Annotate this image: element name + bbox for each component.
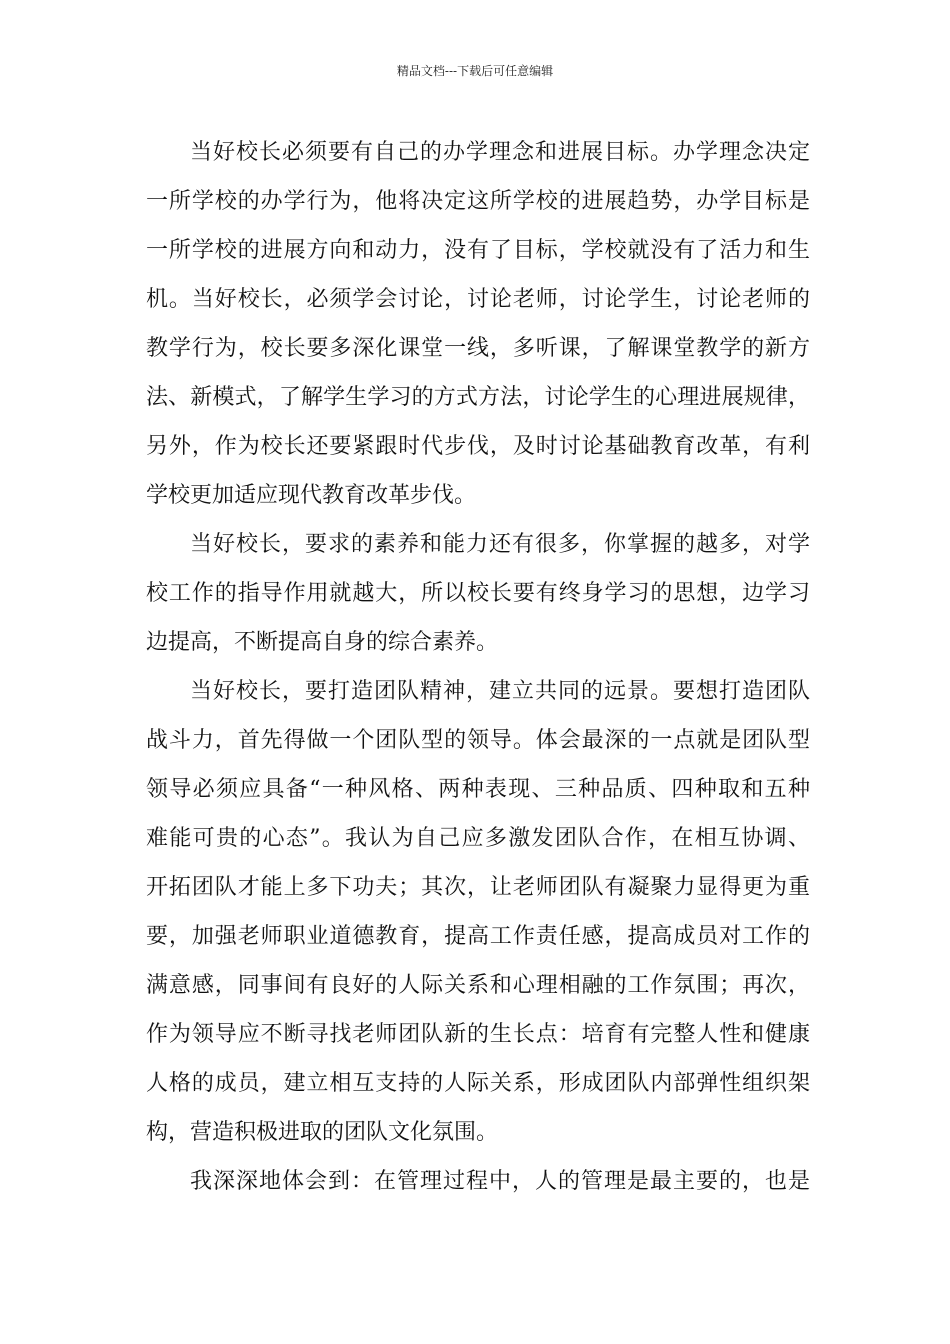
text-line: 边提高，不断提高自身的综合素养。: [146, 630, 499, 655]
text-line: 法、新模式，了解学生学习的方式方法，讨论学生的心理进展规律，: [146, 385, 810, 410]
document-body: [146, 133, 810, 1211]
text-line: 战斗力，首先得做一个团队型的领导。体会最深的一点就是团队型: [146, 728, 810, 753]
page-header: 精品文档---下载后可任意编辑: [396, 64, 554, 78]
text-line: 满意感，同事间有良好的人际关系和心理相融的工作氛围；再次，: [146, 973, 810, 998]
text-line: 当好校长，要求的素养和能力还有很多，你掌握的越多，对学: [190, 532, 810, 557]
text-line: 校工作的指导作用就越大，所以校长要有终身学习的思想，边学习: [146, 581, 810, 606]
text-line: 领导必须应具备“一种风格、两种表现、三种品质、四种取和五种: [146, 777, 810, 802]
text-line: 学校更加适应现代教育改革步伐。: [146, 483, 477, 508]
paragraph-3: [146, 672, 810, 1162]
text-line: 构，营造积极进取的团队文化氛围。: [146, 1120, 499, 1145]
paragraph-1: [146, 133, 810, 525]
text-line: 要，加强老师职业道德教育，提高工作责任感，提高成员对工作的: [146, 924, 810, 949]
paragraph-2: [146, 525, 810, 672]
text-line: 教学行为，校长要多深化课堂一线，多听课，了解课堂教学的新方: [146, 336, 810, 361]
text-line: 人格的成员，建立相互支持的人际关系，形成团队内部弹性组织架: [146, 1071, 810, 1096]
text-line: 我深深地体会到：在管理过程中，人的管理是最主要的，也是: [190, 1169, 810, 1194]
text-line: 开拓团队才能上多下功夫；其次，让老师团队有凝聚力显得更为重: [146, 875, 810, 900]
text-line: 作为领导应不断寻找老师团队新的生长点：培育有完整人性和健康: [146, 1022, 810, 1047]
text-line: 难能可贵的心态”。我认为自己应多激发团队合作，在相互协调、: [146, 826, 810, 851]
text-line: 一所学校的进展方向和动力，没有了目标，学校就没有了活力和生: [146, 238, 810, 263]
paragraph-4: [146, 1162, 810, 1211]
text-line: 另外，作为校长还要紧跟时代步伐，及时讨论基础教育改革，有利: [146, 434, 810, 459]
text-line: 机。当好校长，必须学会讨论，讨论老师，讨论学生，讨论老师的: [146, 287, 810, 312]
text-line: 一所学校的办学行为，他将决定这所学校的进展趋势，办学目标是: [146, 189, 810, 214]
text-line: 当好校长，要打造团队精神，建立共同的远景。要想打造团队: [190, 679, 810, 704]
text-line: 当好校长必须要有自己的办学理念和进展目标。办学理念决定: [190, 140, 810, 165]
